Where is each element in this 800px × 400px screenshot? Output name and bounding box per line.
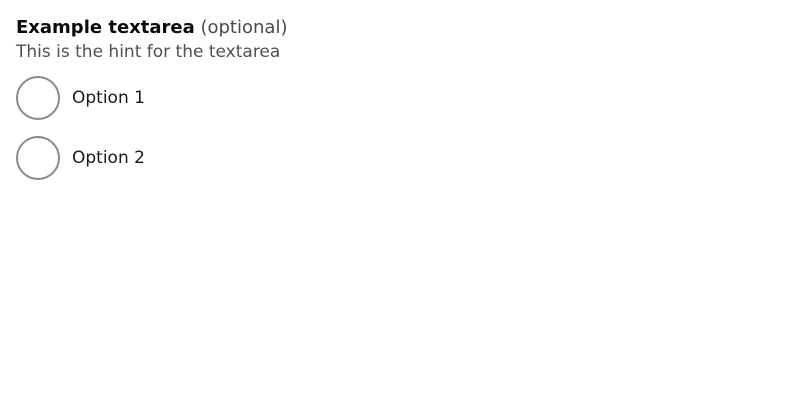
radio-button-1[interactable] <box>16 76 60 120</box>
radio-button-2[interactable] <box>16 136 60 180</box>
optional-tag: (optional) <box>194 17 288 38</box>
field-hint: This is the hint for the textarea <box>16 42 281 62</box>
radio-option-2[interactable] <box>16 136 776 180</box>
radio-field <box>16 16 776 196</box>
radio-option-2-label[interactable]: Option 2 <box>72 148 145 168</box>
radio-option-1[interactable] <box>16 76 776 120</box>
field-label: Example textarea <box>16 17 195 38</box>
radio-group <box>16 76 776 180</box>
field-legend <box>16 16 776 40</box>
radio-option-1-label[interactable]: Option 1 <box>72 88 145 108</box>
